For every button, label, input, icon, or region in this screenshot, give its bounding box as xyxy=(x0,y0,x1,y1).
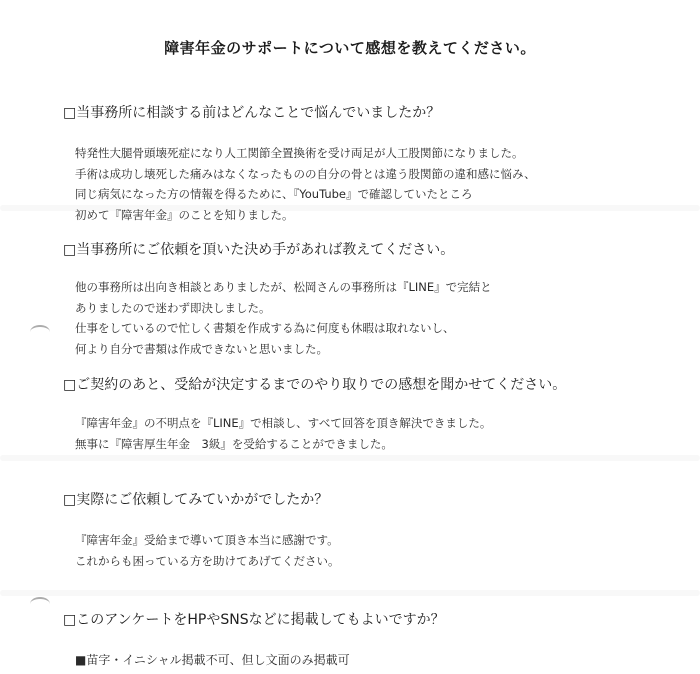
answer-line: 仕事をしているので忙しく書類を作成する為に何度も休暇は取れないし、 xyxy=(75,321,455,335)
question-2: □当事務所にご依頼を頂いた決め手があれば教えてください。 xyxy=(63,242,455,258)
question-4: □実際にご依頼してみていかがでしたか？ xyxy=(63,492,329,508)
answer-line: 手術は成功し壊死した痛みはなくなったものの自分の骨とは違う股関節の違和感に悩み、 xyxy=(75,166,536,181)
answer-line: 無事に『障害厚生年金 3級』を受給することができました。 xyxy=(75,436,393,451)
answer-line: これからも困っている方を助けてあげてください。 xyxy=(75,553,340,568)
question-3: □ご契約のあと、受給が決定するまでのやり取りでの感想を聞かせてください。 xyxy=(63,377,567,393)
punch-hole-mark xyxy=(30,597,50,611)
answer-1 xyxy=(75,143,536,225)
answer-line: ありましたので迷わず即決しました。 xyxy=(75,300,271,315)
answer-line: 『障害年金』受給まで導いて頂き本当に感謝です。 xyxy=(75,533,339,547)
answer-line: 同じ病気になった方の情報を得るために、『YouTube』で確認していたところ xyxy=(75,187,473,201)
answer-4 xyxy=(75,530,340,571)
answer-line: 初めて『障害年金』のことを知りました。 xyxy=(75,207,294,222)
answer-line: 何より自分で書類は作成できないと思いました。 xyxy=(75,341,328,356)
question-5: □このアンケートをHPやSNSなどに掲載してもよいですか？ xyxy=(63,612,445,628)
page-title: 障害年金のサポートについて感想を教えてください。 xyxy=(164,39,536,57)
question-1: □当事務所に相談する前はどんなことで悩んでいましたか？ xyxy=(63,105,441,121)
scan-smudge xyxy=(0,455,700,461)
answer-line: 『障害年金』の不明点を『LINE』で相談し、すべて回答を頂き解決できました。 xyxy=(75,416,492,430)
punch-hole-mark xyxy=(30,325,50,339)
answer-line: 特発性大腿骨頭壊死症になり人工関節全置換術を受け両足が人工股関節になりました。 xyxy=(75,146,524,160)
consent-answer: ■苗字・イニシャル掲載不可、但し文面のみ掲載可 xyxy=(75,653,350,667)
answer-2 xyxy=(75,277,492,359)
answer-line: 他の事務所は出向き相談とありましたが、松岡さんの事務所は『LINE』で完結と xyxy=(75,280,492,294)
answer-3 xyxy=(75,413,491,454)
scan-smudge xyxy=(0,590,700,596)
